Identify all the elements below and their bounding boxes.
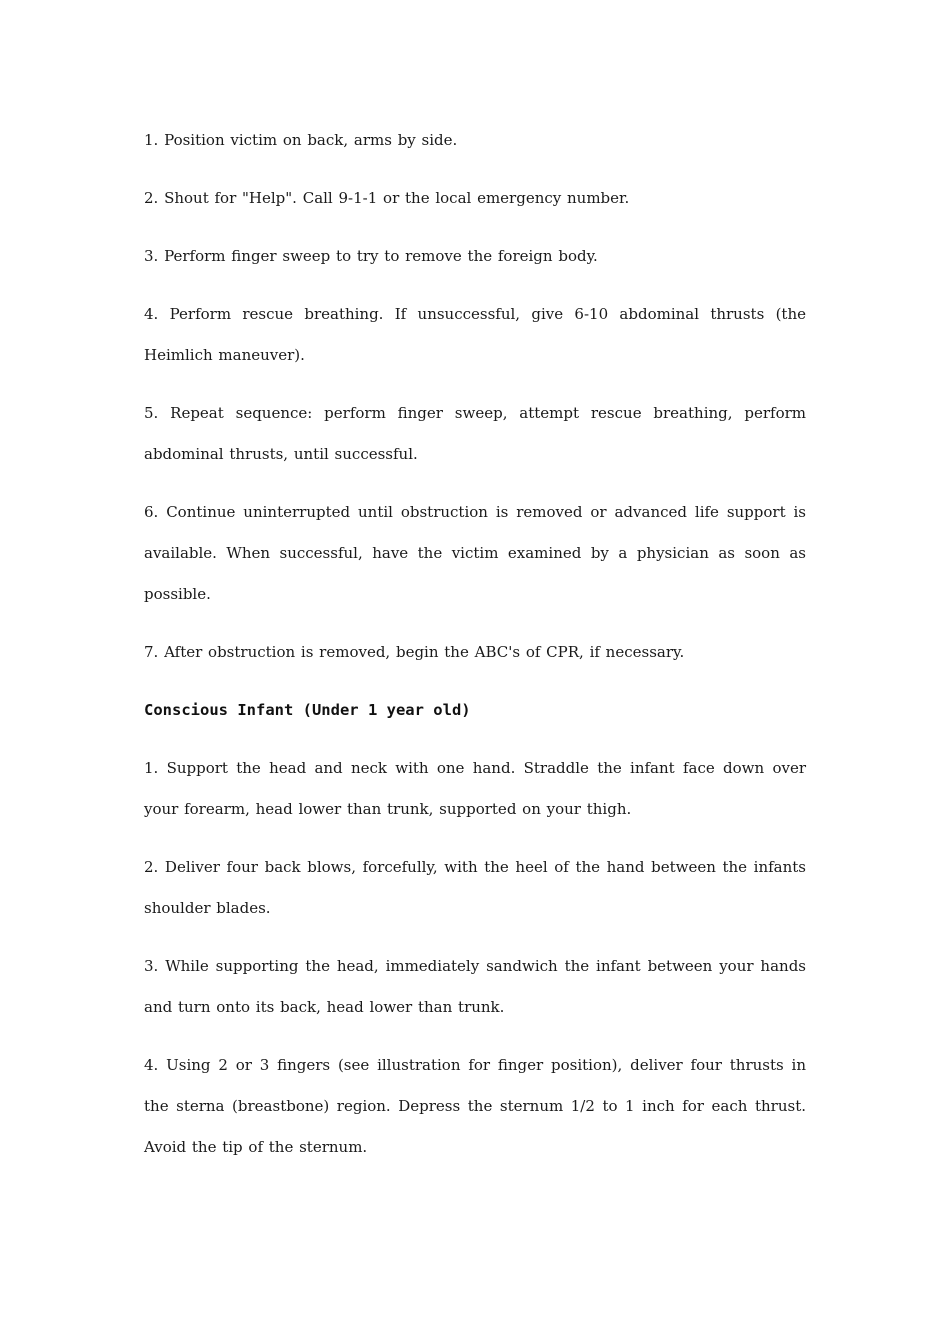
step-infant-2: 2. Deliver four back blows, forcefully, with the heel of the hand between the infants shoulder blades. [144, 858, 806, 917]
step-infant-4: 4. Using 2 or 3 fingers (see illustration for finger position), deliver four thrusts in the sterna (breastbone) region. Depress the sternum 1/2 to 1 inch for each thrust. Avoid the tip of the sternum. [144, 1056, 806, 1156]
section-heading-conscious-infant: Conscious Infant (Under 1 year old) [144, 701, 471, 719]
document-page [144, 120, 806, 1185]
step-infant-1: 1. Support the head and neck with one hand. Straddle the infant face down over your forearm, head lower than trunk, supported on your thigh. [144, 759, 806, 818]
step-unconscious-5: 5. Repeat sequence: perform finger sweep, attempt rescue breathing, perform abdominal thrusts, until successful. [144, 404, 806, 463]
step-unconscious-7: 7. After obstruction is removed, begin the ABC's of CPR, if necessary. [144, 643, 685, 661]
step-infant-3: 3. While supporting the head, immediately sandwich the infant between your hands and turn onto its back, head lower than trunk. [144, 957, 806, 1016]
step-unconscious-1: 1. Position victim on back, arms by side. [144, 131, 458, 149]
step-unconscious-4: 4. Perform rescue breathing. If unsuccessful, give 6-10 abdominal thrusts (the Heimlich maneuver). [144, 305, 806, 364]
step-unconscious-2: 2. Shout for "Help". Call 9-1-1 or the local emergency number. [144, 189, 630, 207]
step-unconscious-3: 3. Perform finger sweep to try to remove the foreign body. [144, 247, 598, 265]
step-unconscious-6: 6. Continue uninterrupted until obstruction is removed or advanced life support is available. When successful, have the victim examined by a physician as soon as possible. [144, 503, 806, 603]
